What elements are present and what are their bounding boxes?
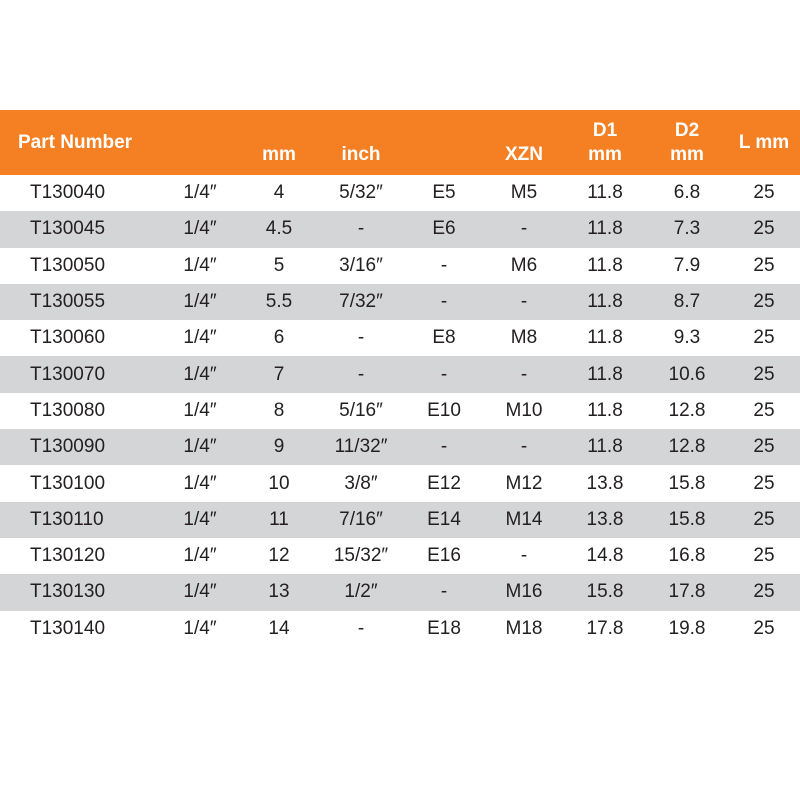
cell-d1: 11.8 <box>587 254 623 276</box>
cell-mm: 4 <box>273 182 285 204</box>
cell-mm: 13 <box>268 581 290 603</box>
cell-mm: 9 <box>273 436 285 458</box>
cell-inch: 7/32″ <box>339 291 383 313</box>
cell-part-number: T130100 <box>30 472 106 494</box>
cell-d1: 11.8 <box>587 218 623 240</box>
header-drive <box>160 110 240 175</box>
cell-d1: 17.8 <box>586 617 624 639</box>
header-torx <box>404 110 484 175</box>
cell-xzn: M8 <box>510 327 538 349</box>
cell-torx: E6 <box>432 218 456 240</box>
table-row <box>0 211 800 247</box>
cell-torx: - <box>440 291 448 313</box>
cell-mm: 4.5 <box>265 218 293 240</box>
header-part-number: Part Number <box>18 132 133 153</box>
table-row <box>0 429 800 465</box>
cell-d2: 19.8 <box>668 617 706 639</box>
cell-length: 25 <box>753 399 775 421</box>
cell-length: 25 <box>753 182 775 204</box>
cell-inch: - <box>357 363 365 385</box>
cell-torx: E14 <box>427 508 461 530</box>
cell-drive: 1/4″ <box>183 617 217 639</box>
cell-part-number: T130060 <box>30 327 106 349</box>
cell-d2: 12.8 <box>668 436 706 458</box>
table-row <box>0 574 800 610</box>
cell-d2: 15.8 <box>668 508 706 530</box>
cell-torx: E16 <box>427 545 461 567</box>
cell-torx: - <box>440 363 448 385</box>
table-row <box>0 538 800 574</box>
cell-mm: 5 <box>273 254 285 276</box>
cell-length: 25 <box>753 581 775 603</box>
cell-drive: 1/4″ <box>183 254 217 276</box>
cell-xzn: M16 <box>505 581 543 603</box>
cell-xzn: M18 <box>505 617 543 639</box>
cell-xzn: M12 <box>505 472 543 494</box>
cell-part-number: T130050 <box>30 254 106 276</box>
cell-inch: 11/32″ <box>334 436 388 458</box>
cell-inch: 3/16″ <box>339 254 383 276</box>
cell-torx: E8 <box>432 327 456 349</box>
header-inch: inch <box>341 144 381 165</box>
cell-part-number: T130090 <box>30 436 106 458</box>
cell-xzn: M14 <box>505 508 543 530</box>
cell-d1: 15.8 <box>586 581 624 603</box>
cell-inch: - <box>357 327 365 349</box>
table-row <box>0 465 800 501</box>
cell-d1: 13.8 <box>586 508 624 530</box>
cell-inch: 7/16″ <box>339 508 383 530</box>
cell-d1: 11.8 <box>587 291 623 313</box>
cell-part-number: T130045 <box>30 218 106 240</box>
cell-torx: E12 <box>427 472 461 494</box>
header-xzn: XZN <box>505 144 543 165</box>
cell-drive: 1/4″ <box>183 363 217 385</box>
cell-mm: 8 <box>273 399 285 421</box>
cell-length: 25 <box>753 508 775 530</box>
spec-table <box>0 110 800 647</box>
header-d2-line1: D2 <box>674 120 700 141</box>
cell-d2: 10.6 <box>668 363 706 385</box>
cell-part-number: T130110 <box>30 508 104 530</box>
cell-length: 25 <box>753 436 775 458</box>
header-d1 <box>564 110 646 175</box>
cell-drive: 1/4″ <box>183 545 217 567</box>
cell-inch: 5/16″ <box>339 399 383 421</box>
table-row <box>0 611 800 647</box>
cell-mm: 7 <box>273 363 285 385</box>
header-d2 <box>646 110 728 175</box>
cell-part-number: T130080 <box>30 399 106 421</box>
cell-torx: - <box>440 436 448 458</box>
cell-d2: 17.8 <box>668 581 706 603</box>
cell-d2: 9.3 <box>673 327 701 349</box>
cell-mm: 5.5 <box>265 291 293 313</box>
cell-part-number: T130130 <box>30 581 106 603</box>
cell-xzn: M6 <box>510 254 538 276</box>
cell-inch: 3/8″ <box>344 472 378 494</box>
cell-d1: 11.8 <box>587 436 623 458</box>
cell-part-number: T130055 <box>30 291 106 313</box>
header-d1-line1: D1 <box>592 120 618 141</box>
cell-drive: 1/4″ <box>183 218 217 240</box>
cell-xzn: - <box>520 291 528 313</box>
cell-part-number: T130140 <box>30 617 106 639</box>
table-row <box>0 502 800 538</box>
cell-part-number: T130120 <box>30 545 106 567</box>
cell-torx: - <box>440 254 448 276</box>
cell-part-number: T130070 <box>30 363 106 385</box>
cell-drive: 1/4″ <box>183 508 217 530</box>
cell-length: 25 <box>753 617 775 639</box>
cell-length: 25 <box>753 218 775 240</box>
cell-drive: 1/4″ <box>183 472 217 494</box>
cell-d2: 16.8 <box>668 545 706 567</box>
cell-torx: E10 <box>427 399 461 421</box>
cell-length: 25 <box>753 254 775 276</box>
table-row <box>0 393 800 429</box>
cell-xzn: - <box>520 363 528 385</box>
header-mm: mm <box>262 144 296 165</box>
cell-torx: E5 <box>432 182 456 204</box>
header-d1-line2: mm <box>588 144 622 165</box>
cell-mm: 10 <box>268 472 290 494</box>
cell-inch: 1/2″ <box>344 581 378 603</box>
cell-d2: 12.8 <box>668 399 706 421</box>
cell-xzn: - <box>520 545 528 567</box>
cell-d1: 11.8 <box>587 182 623 204</box>
cell-mm: 12 <box>268 545 290 567</box>
cell-length: 25 <box>753 545 775 567</box>
cell-length: 25 <box>753 291 775 313</box>
cell-d1: 11.8 <box>587 399 623 421</box>
cell-drive: 1/4″ <box>183 327 217 349</box>
cell-length: 25 <box>753 472 775 494</box>
cell-xzn: M5 <box>510 182 538 204</box>
cell-length: 25 <box>753 327 775 349</box>
cell-inch: 5/32″ <box>339 182 383 204</box>
table-body <box>0 175 800 647</box>
cell-xzn: M10 <box>505 399 543 421</box>
cell-inch: - <box>357 617 365 639</box>
table-row <box>0 356 800 392</box>
cell-d1: 11.8 <box>587 327 623 349</box>
table-row <box>0 248 800 284</box>
cell-drive: 1/4″ <box>183 399 217 421</box>
cell-d2: 7.9 <box>673 254 701 276</box>
cell-d2: 15.8 <box>668 472 706 494</box>
cell-d1: 11.8 <box>587 363 623 385</box>
cell-mm: 14 <box>268 617 290 639</box>
cell-part-number: T130040 <box>30 182 106 204</box>
cell-drive: 1/4″ <box>183 436 217 458</box>
header-row <box>0 110 800 175</box>
cell-torx: E18 <box>427 617 461 639</box>
table-row <box>0 175 800 211</box>
cell-mm: 6 <box>273 327 285 349</box>
cell-d2: 7.3 <box>673 218 701 240</box>
cell-drive: 1/4″ <box>183 291 217 313</box>
cell-torx: - <box>440 581 448 603</box>
cell-inch: 15/32″ <box>333 545 389 567</box>
cell-drive: 1/4″ <box>183 581 217 603</box>
cell-d2: 6.8 <box>673 182 701 204</box>
table-row <box>0 284 800 320</box>
header-l-mm: L mm <box>738 132 790 153</box>
cell-xzn: - <box>520 436 528 458</box>
table-header <box>0 110 800 175</box>
cell-d2: 8.7 <box>673 291 701 313</box>
cell-drive: 1/4″ <box>183 182 217 204</box>
cell-inch: - <box>357 218 365 240</box>
cell-mm: 11 <box>269 508 289 530</box>
cell-length: 25 <box>753 363 775 385</box>
cell-d1: 13.8 <box>586 472 624 494</box>
cell-xzn: - <box>520 218 528 240</box>
header-d2-line2: mm <box>670 144 704 165</box>
table-row <box>0 320 800 356</box>
cell-d1: 14.8 <box>586 545 624 567</box>
